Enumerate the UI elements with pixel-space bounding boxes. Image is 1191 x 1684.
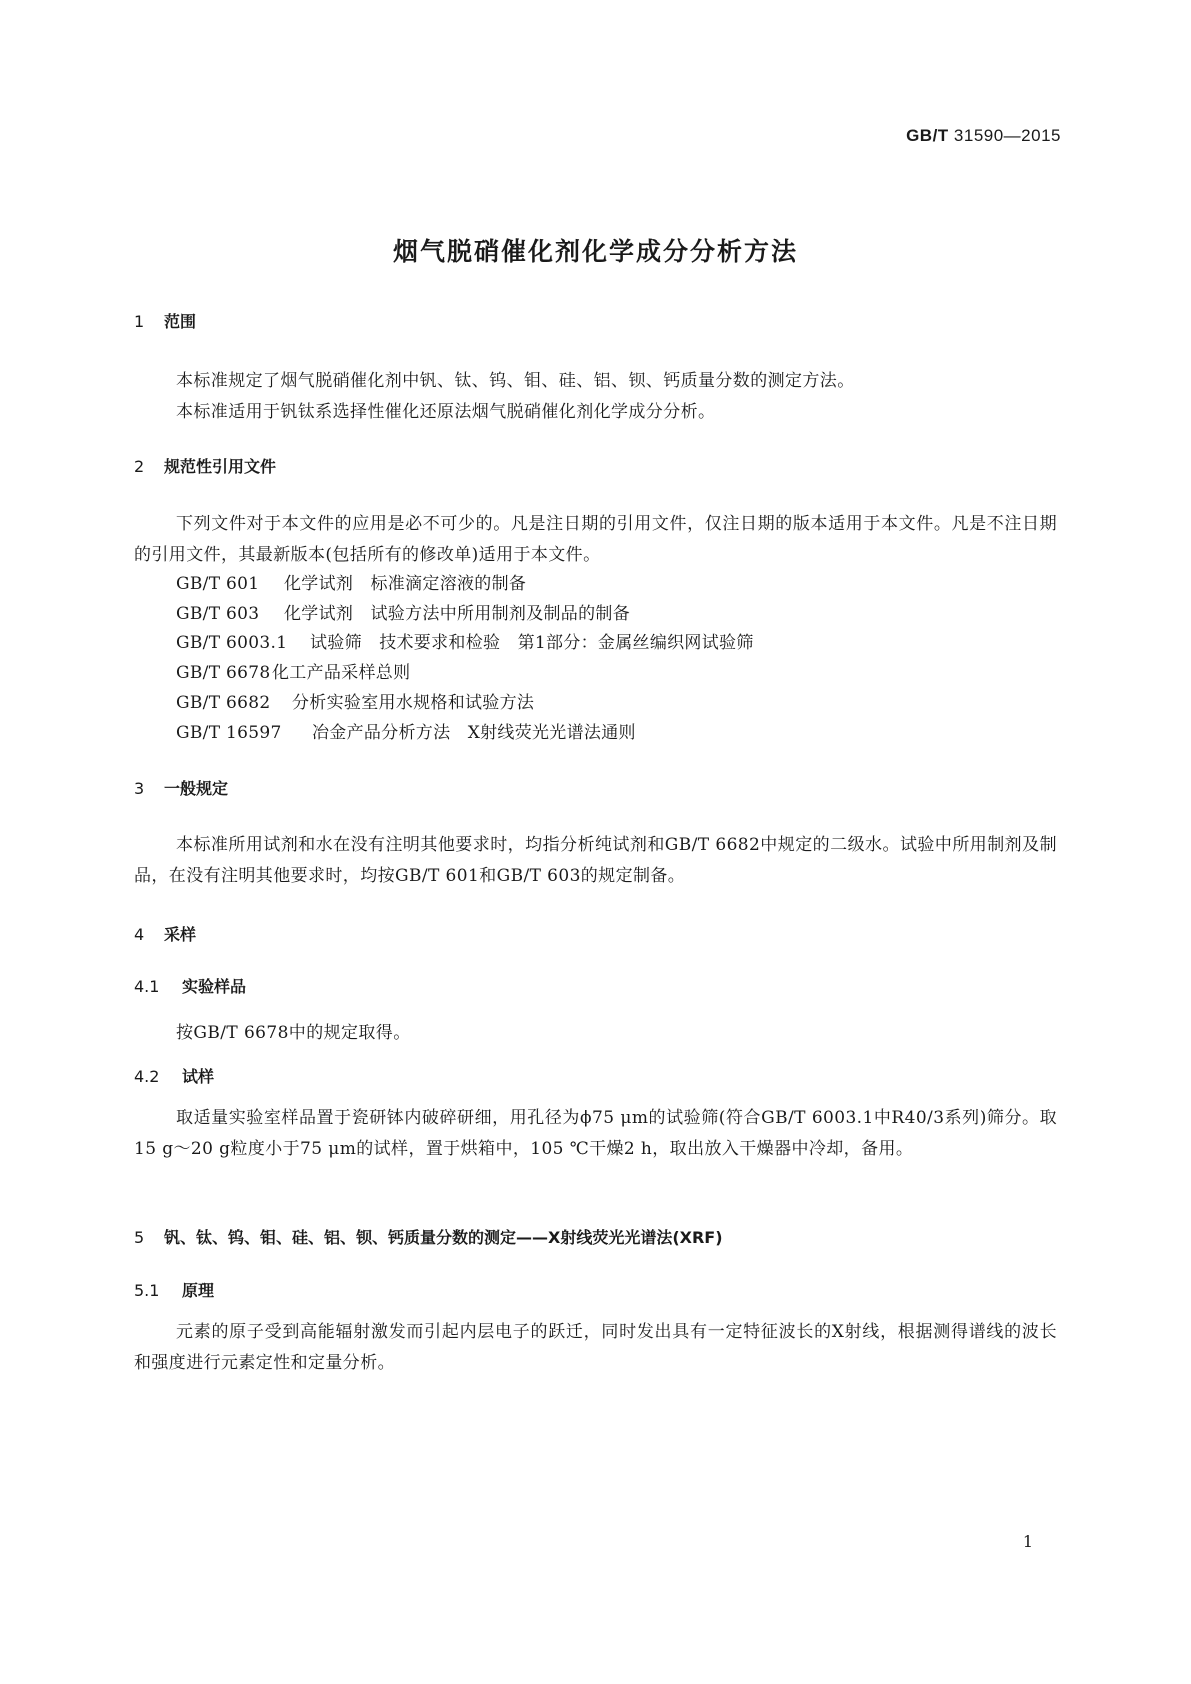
- section-4-2-paragraph: 取适量实验室样品置于瓷研钵内破碎研细，用孔径为ϕ75 μm的试验筛(符合GB/T 6003.1中R40/3系列)筛分。取15 g～20 g粒度小于75 μm的试样，置于烘箱中，105 ℃干燥2 h，取出放入干燥器中冷却，备用。: [134, 1108, 1057, 1159]
- reference-item: [176, 658, 410, 683]
- reference-code: GB/T 6003.1: [176, 633, 288, 653]
- reference-title: 化学试剂 标准滴定溶液的制备: [284, 574, 527, 594]
- reference-code: GB/T 6678: [176, 663, 271, 683]
- reference-title: 分析实验室用水规格和试验方法: [292, 693, 535, 713]
- reference-item: [176, 599, 630, 624]
- section-title: 范围: [164, 312, 197, 331]
- standard-prefix: GB/T: [906, 126, 949, 145]
- reference-code: GB/T 16597: [176, 723, 282, 743]
- reference-title: 化工产品采样总则: [272, 663, 411, 683]
- section-number: 5: [134, 1228, 145, 1247]
- document-title: 烟气脱硝催化剂化学成分分析方法: [392, 237, 798, 266]
- section-4-2-heading: [134, 1064, 214, 1087]
- section-1-paragraph-1: 本标准规定了烟气脱硝催化剂中钒、钛、钨、钼、硅、铝、钡、钙质量分数的测定方法。: [176, 371, 855, 391]
- section-3-heading: [134, 776, 228, 799]
- section-number: 4: [134, 925, 145, 944]
- reference-title: 试验筛 技术要求和检验 第1部分：金属丝编织网试验筛: [310, 633, 754, 653]
- page-number: 1: [1022, 1532, 1033, 1551]
- section-5-1-heading: [134, 1278, 214, 1301]
- section-5-heading: [134, 1225, 723, 1248]
- section-title: 采样: [164, 925, 197, 944]
- section-title: 规范性引用文件: [164, 457, 277, 476]
- section-2-intro: 下列文件对于本文件的应用是必不可少的。凡是注日期的引用文件，仅注日期的版本适用于本文件。凡是不注日期的引用文件，其最新版本(包括所有的修改单)适用于本文件。: [134, 514, 1057, 565]
- section-4-heading: [134, 922, 196, 945]
- reference-item: [176, 688, 534, 713]
- section-number: 3: [134, 779, 145, 798]
- section-number: 5.1: [134, 1281, 160, 1300]
- section-5-1-paragraph: 元素的原子受到高能辐射激发而引起内层电子的跃迁，同时发出具有一定特征波长的X射线，根据测得谱线的波长和强度进行元素定性和定量分析。: [134, 1322, 1057, 1373]
- reference-code: GB/T 603: [176, 604, 260, 624]
- reference-item: [176, 628, 754, 653]
- section-title: 原理: [182, 1281, 215, 1300]
- reference-title: 化学试剂 试验方法中所用制剂及制品的制备: [284, 604, 630, 624]
- section-1-paragraph-2: 本标准适用于钒钛系选择性催化还原法烟气脱硝催化剂化学成分分析。: [176, 402, 716, 422]
- section-1-heading: [134, 309, 196, 332]
- section-title: 实验样品: [182, 977, 247, 996]
- section-title: 一般规定: [164, 779, 229, 798]
- section-title: 钒、钛、钨、钼、硅、铝、钡、钙质量分数的测定——X射线荧光光谱法(XRF): [164, 1228, 723, 1247]
- reference-item: [176, 718, 636, 743]
- section-number: 4.1: [134, 977, 160, 996]
- standard-number: [906, 126, 1061, 146]
- section-4-1-heading: [134, 974, 246, 997]
- reference-code: GB/T 601: [176, 574, 260, 594]
- standard-code: 31590—2015: [953, 126, 1061, 145]
- section-number: 1: [134, 312, 145, 331]
- section-4-1-paragraph: 按GB/T 6678中的规定取得。: [176, 1023, 411, 1043]
- section-number: 4.2: [134, 1067, 160, 1086]
- reference-title: 冶金产品分析方法 X射线荧光光谱法通则: [312, 723, 636, 743]
- section-title: 试样: [182, 1067, 215, 1086]
- section-2-heading: [134, 454, 276, 477]
- section-number: 2: [134, 457, 145, 476]
- reference-code: GB/T 6682: [176, 693, 271, 713]
- reference-item: [176, 569, 526, 594]
- section-3-paragraph: 本标准所用试剂和水在没有注明其他要求时，均指分析纯试剂和GB/T 6682中规定的二级水。试验中所用制剂及制品，在没有注明其他要求时，均按GB/T 601和GB/T 603的规定制备。: [134, 835, 1057, 886]
